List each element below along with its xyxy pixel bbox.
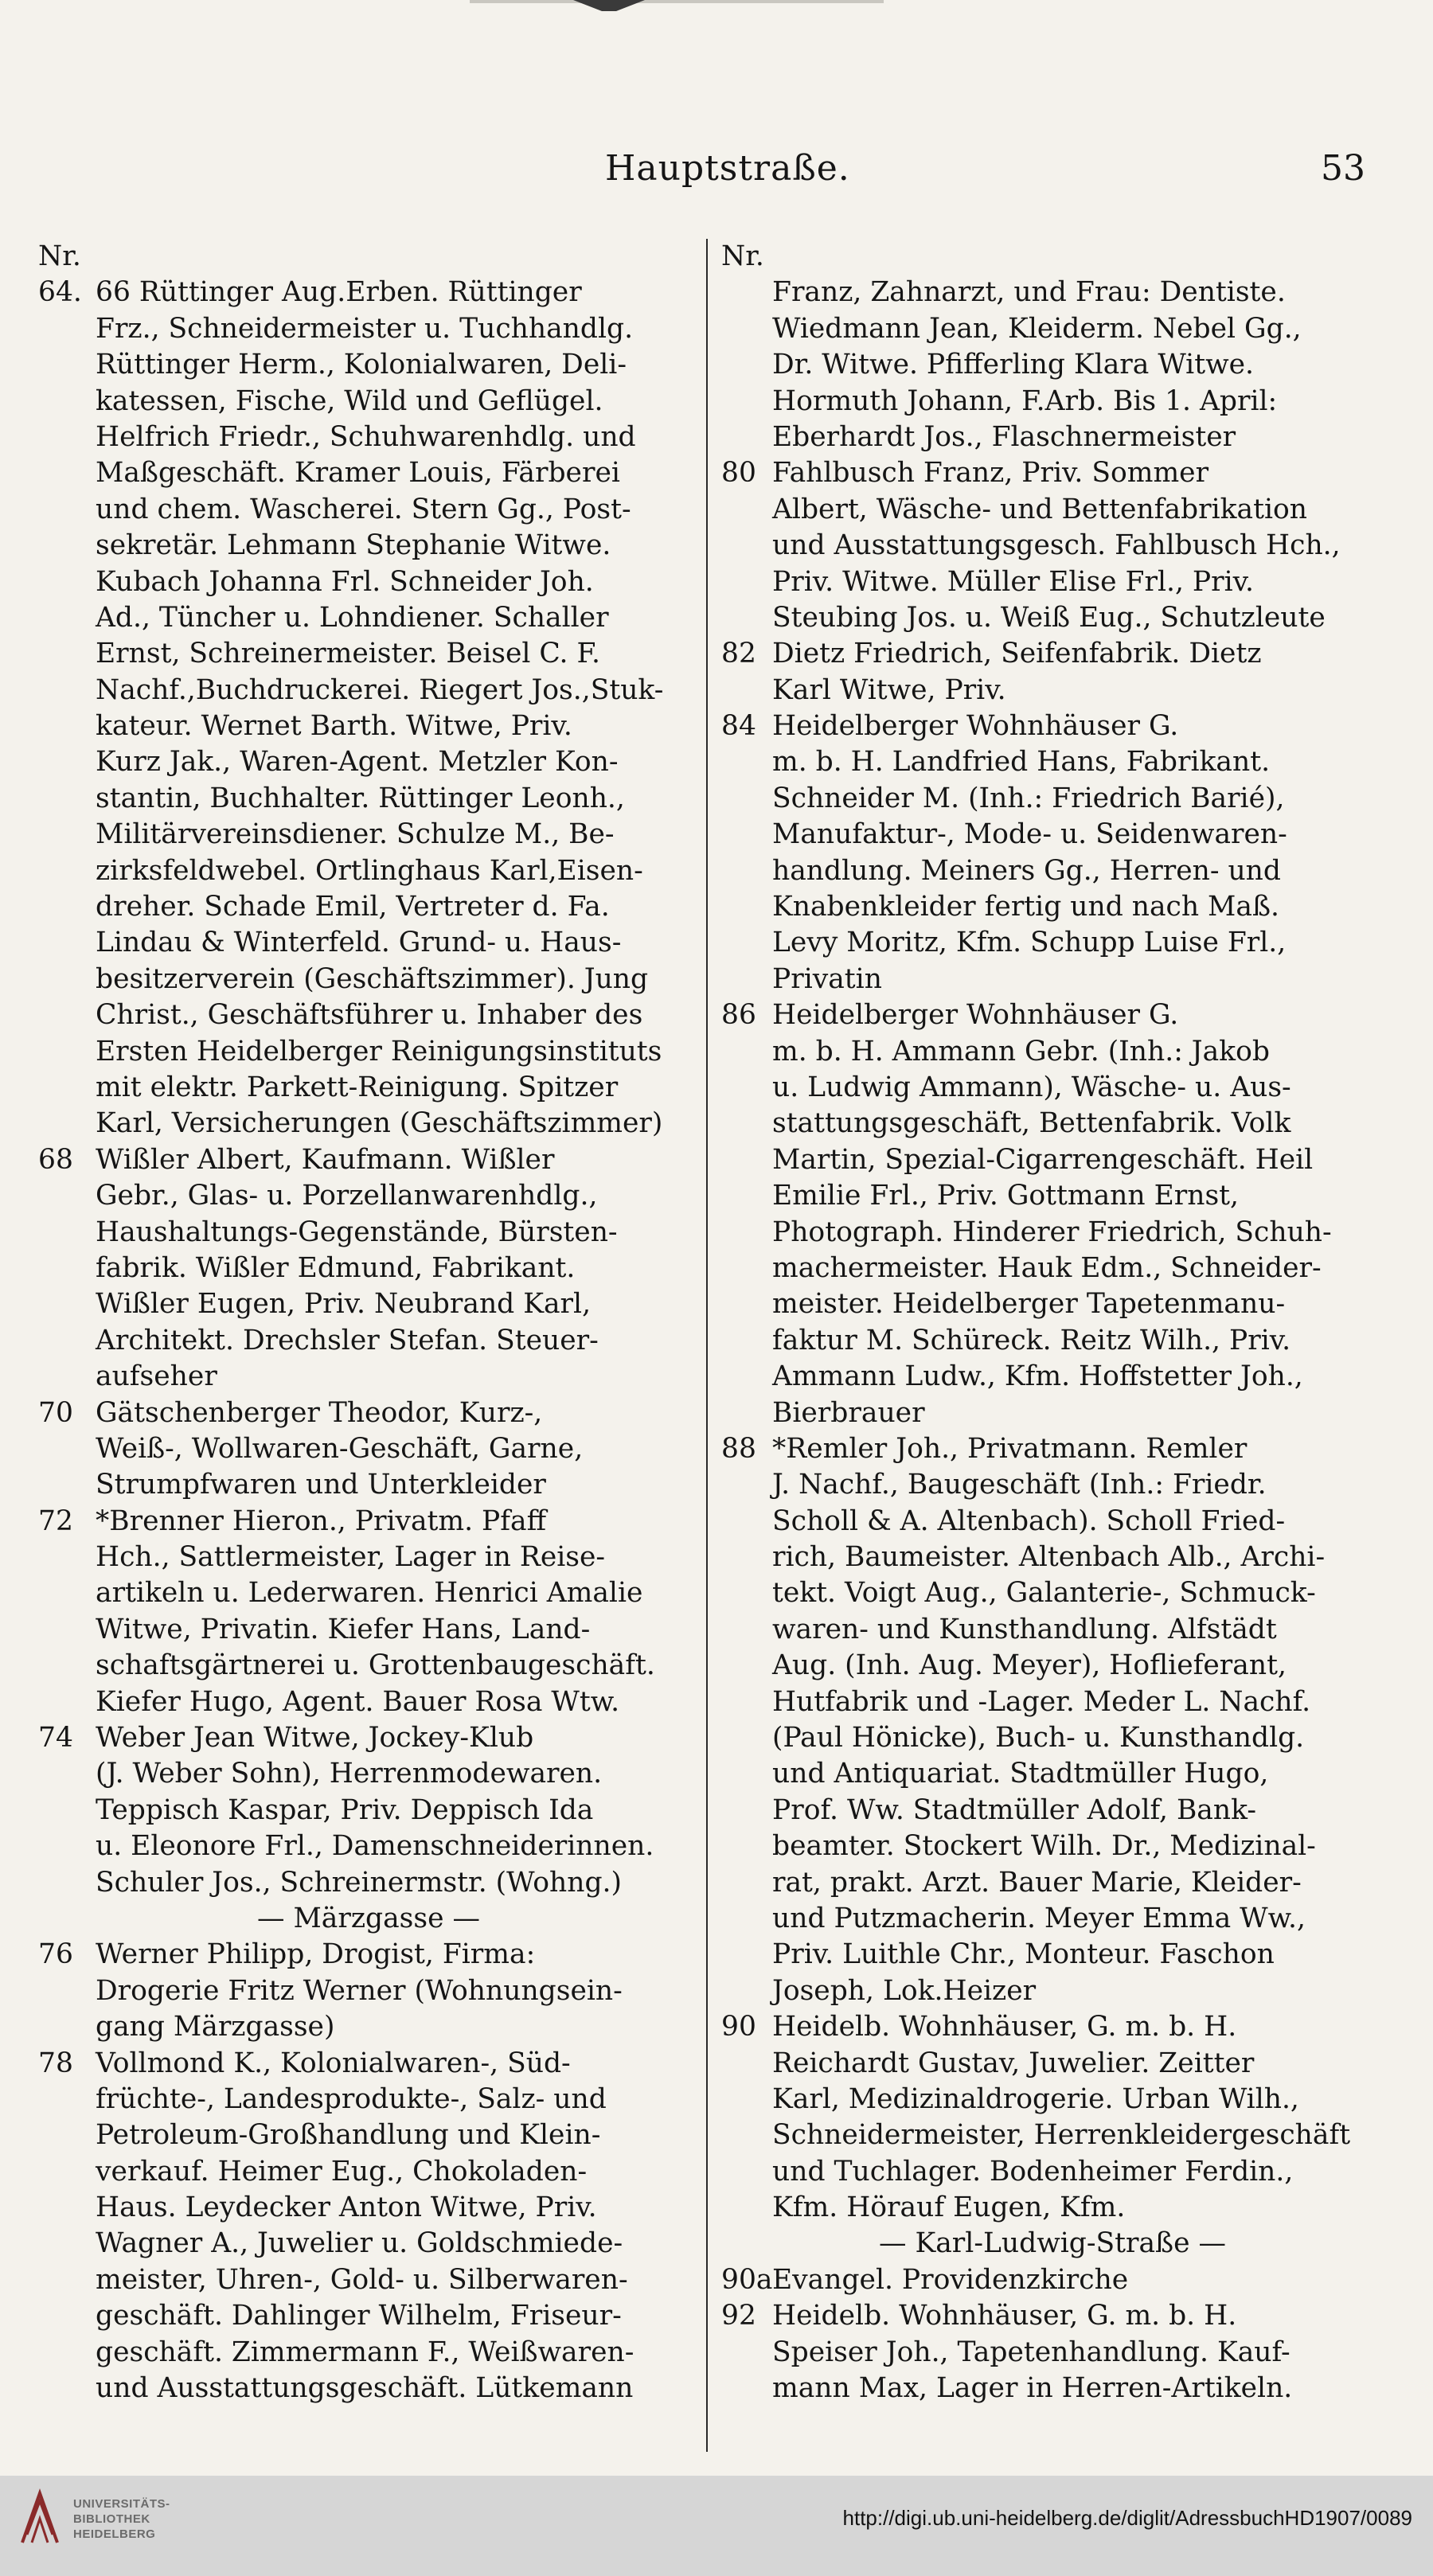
entry-line — [721, 1612, 1384, 1648]
entry-line — [721, 1720, 1384, 1756]
entry-text: tekt. Voigt Aug., Galanterie-, Schmuck- — [772, 1577, 1316, 1610]
entry-line — [721, 1937, 1384, 1973]
entry-text: Ersten Heidelberger Reinigungsinstituts — [96, 1035, 662, 1067]
page-header — [0, 148, 1433, 204]
nr-heading-line — [38, 239, 699, 275]
entry-text: Werner Philipp, Drogist, Firma: — [96, 1938, 536, 1971]
entry-text: Ad., Tüncher u. Lohndiener. Schaller — [96, 601, 609, 634]
entry-line-house-74 — [38, 1720, 699, 1756]
entry-line — [721, 2082, 1384, 2117]
entry-line — [38, 1901, 699, 1937]
cross-street-label: — Karl-Ludwig-Straße — — [878, 2227, 1226, 2260]
entry-line — [721, 1756, 1384, 1792]
entry-line — [38, 817, 699, 853]
entry-text: Strumpfwaren und Unterkleider — [96, 1469, 546, 1501]
entry-line — [721, 1070, 1384, 1106]
house-number: 72 — [38, 1505, 73, 1537]
entry-line — [721, 528, 1384, 564]
entry-line — [38, 1467, 699, 1503]
entry-text: Heidelberger Wohnhäuser G. — [772, 999, 1179, 1032]
entry-text: Weiß-, Wollwaren-Geschäft, Garne, — [96, 1432, 584, 1465]
house-number: 70 — [38, 1396, 73, 1429]
entry-line — [721, 564, 1384, 600]
entry-line — [38, 2117, 699, 2153]
house-number: 64. — [38, 276, 82, 309]
entry-line — [38, 2262, 699, 2298]
entry-line — [721, 1540, 1384, 1575]
house-number: 84 — [721, 710, 756, 743]
entry-line — [38, 492, 699, 528]
entry-text: Hutfabrik und -Lager. Meder L. Nachf. — [772, 1685, 1311, 1718]
entry-line — [721, 889, 1384, 925]
entry-line — [38, 636, 699, 672]
page-number: 53 — [1321, 148, 1365, 189]
entry-line — [721, 744, 1384, 780]
entry-text: mit elektr. Parkett-Reinigung. Spitzer — [96, 1071, 619, 1103]
entry-line — [721, 1467, 1384, 1503]
entry-line — [38, 1215, 699, 1251]
entry-line — [721, 2154, 1384, 2190]
entry-line — [721, 1215, 1384, 1251]
entry-text: Franz, Zahnarzt, und Frau: Dentiste. — [772, 276, 1286, 309]
house-number: 90 — [721, 2011, 756, 2043]
entry-text: geschäft. Dahlinger Wilhelm, Friseur- — [96, 2300, 622, 2332]
entry-line — [721, 781, 1384, 817]
entry-text: Manufaktur-, Mode- u. Seidenwaren- — [772, 818, 1287, 851]
entry-line — [721, 600, 1384, 636]
source-url-link[interactable]: http://digi.ub.uni-heidelberg.de/diglit/AdressbuchHD1907/0089 — [842, 2506, 1412, 2530]
entry-text: Wißler Albert, Kaufmann. Wißler — [96, 1143, 555, 1176]
entry-line — [38, 2009, 699, 2045]
entry-line — [38, 673, 699, 708]
entry-text: Teppisch Kaspar, Priv. Deppisch Ida — [96, 1793, 594, 1826]
entry-text: und Putzmacherin. Meyer Emma Ww., — [772, 1902, 1306, 1934]
entry-text: Heidelberger Wohnhäuser G. — [772, 710, 1179, 743]
entry-line — [721, 1865, 1384, 1901]
entry-text: Architekt. Drechsler Stefan. Steuer- — [96, 1324, 599, 1356]
entry-line — [721, 925, 1384, 961]
entry-text: stantin, Buchhalter. Rüttinger Leonh., — [96, 782, 625, 814]
entry-text: und Ausstattungsgeschäft. Lütkemann — [96, 2372, 634, 2405]
entry-line — [38, 2190, 699, 2226]
entry-text: (J. Weber Sohn), Herrenmodewaren. — [96, 1758, 603, 1790]
house-number: 76 — [38, 1938, 73, 1971]
entry-text: Wißler Eugen, Priv. Neubrand Karl, — [96, 1288, 592, 1321]
entry-line — [38, 708, 699, 744]
entry-text: Ammann Ludw., Kfm. Hoffstetter Joh., — [772, 1360, 1303, 1393]
nr-heading-line — [721, 239, 1384, 275]
entry-text: beamter. Stockert Wilh. Dr., Medizinal- — [772, 1830, 1316, 1863]
entry-text: zirksfeldwebel. Ortlinghaus Karl,Eisen- — [96, 854, 643, 887]
entry-text: Bierbrauer — [772, 1396, 925, 1429]
entry-text: Ernst, Schreinermeister. Beisel C. F. — [96, 638, 600, 670]
entry-text: *Brenner Hieron., Privatm. Pfaff — [96, 1505, 547, 1537]
entry-line-house-68 — [38, 1142, 699, 1178]
entry-line — [38, 1612, 699, 1648]
entry-text: m. b. H. Landfried Hans, Fabrikant. — [772, 746, 1271, 779]
entry-text: 66 Rüttinger Aug.Erben. Rüttinger — [96, 276, 582, 309]
house-number: 86 — [721, 999, 756, 1032]
entry-text: Hormuth Johann, F.Arb. Bis 1. April: — [772, 384, 1278, 417]
left-column — [38, 239, 699, 2406]
entry-text: Drogerie Fritz Werner (Wohnungsein- — [96, 1974, 623, 2007]
entry-line — [38, 1684, 699, 1720]
entry-line — [38, 1178, 699, 1214]
entry-text: rat, prakt. Arzt. Bauer Marie, Kleider- — [772, 1866, 1302, 1899]
house-number: 90a — [721, 2263, 773, 2296]
entry-line-house-90a — [721, 2262, 1384, 2298]
entry-line-house-78 — [38, 2046, 699, 2082]
entry-line — [721, 311, 1384, 347]
cross-street-label: — Märzgasse — — [257, 1902, 480, 1934]
entry-text: und Tuchlager. Bodenheimer Ferdin., — [772, 2155, 1294, 2188]
entry-text: Lindau & Winterfeld. Grund- u. Haus- — [96, 927, 622, 959]
entry-text: Heidelb. Wohnhäuser, G. m. b. H. — [772, 2011, 1237, 2043]
entry-text: Emilie Frl., Priv. Gottmann Ernst, — [772, 1180, 1239, 1212]
entry-text: und chem. Wascherei. Stern Gg., Post- — [96, 493, 631, 525]
entry-line — [38, 564, 699, 600]
entry-line — [38, 744, 699, 780]
logo-line-1: UNIVERSITÄTS- — [73, 2497, 170, 2511]
entry-line — [721, 1395, 1384, 1431]
entry-text: Hch., Sattlermeister, Lager in Reise- — [96, 1541, 606, 1574]
entry-line — [38, 528, 699, 564]
entry-text: Wagner A., Juwelier u. Goldschmiede- — [96, 2227, 623, 2260]
entry-line — [721, 2190, 1384, 2226]
entry-text: Haus. Leydecker Anton Witwe, Priv. — [96, 2192, 597, 2224]
entry-text: *Remler Joh., Privatmann. Remler — [772, 1432, 1248, 1465]
nr-label: Nr. — [38, 240, 81, 272]
entry-text: Witwe, Privatin. Kiefer Hans, Land- — [96, 1613, 591, 1645]
entry-text: waren- und Kunsthandlung. Alfstädt — [772, 1613, 1277, 1645]
entry-text: Nachf.,Buchdruckerei. Riegert Jos.,Stuk- — [96, 673, 664, 706]
entry-text: geschäft. Zimmermann F., Weißwaren- — [96, 2336, 635, 2368]
entry-text: stattungsgeschäft, Bettenfabrik. Volk — [772, 1107, 1291, 1140]
entry-line — [38, 1575, 699, 1611]
entry-line — [721, 2371, 1384, 2406]
entry-text: Karl, Versicherungen (Geschäftszimmer) — [96, 1107, 663, 1140]
library-footer — [0, 2476, 1433, 2576]
entry-line — [38, 1251, 699, 1286]
entry-line — [721, 853, 1384, 889]
entry-text: Haushaltungs-Gegenstände, Bürsten- — [96, 1216, 618, 1248]
entry-line — [721, 492, 1384, 528]
entry-line — [38, 1756, 699, 1792]
entry-text: Schneider M. (Inh.: Friedrich Barié), — [772, 782, 1285, 814]
house-number: 78 — [38, 2047, 73, 2079]
entry-text: Martin, Spezial-Cigarrengeschäft. Heil — [772, 1143, 1314, 1176]
entry-text: Fahlbusch Franz, Priv. Sommer — [772, 457, 1209, 490]
entry-text: sekretär. Lehmann Stephanie Witwe. — [96, 529, 611, 562]
entry-text: Reichardt Gustav, Juwelier. Zeitter — [772, 2047, 1255, 2079]
entry-text: Speiser Joh., Tapetenhandlung. Kauf- — [772, 2336, 1290, 2368]
entry-text: Heidelb. Wohnhäuser, G. m. b. H. — [772, 2300, 1237, 2332]
entry-line — [721, 1359, 1384, 1395]
entry-text: verkauf. Heimer Eug., Chokoladen- — [96, 2155, 588, 2188]
entry-line — [38, 420, 699, 455]
entry-line — [721, 1106, 1384, 1142]
entry-text: Rüttinger Herm., Kolonialwaren, Deli- — [96, 349, 627, 381]
entry-text: fabrik. Wißler Edmund, Fabrikant. — [96, 1251, 576, 1284]
entry-line — [721, 2226, 1384, 2262]
entry-text: Priv. Luithle Chr., Monteur. Faschon — [772, 1938, 1275, 1971]
entry-line — [721, 1142, 1384, 1178]
entry-text: früchte-, Landesprodukte-, Salz- und — [96, 2082, 607, 2115]
entry-line-house-80 — [721, 455, 1384, 491]
entry-line — [38, 1034, 699, 1070]
entry-text: Maßgeschäft. Kramer Louis, Färberei — [96, 457, 620, 490]
entry-line — [721, 2117, 1384, 2153]
entry-text: Privatin — [772, 962, 882, 995]
entry-line — [38, 2154, 699, 2190]
entry-text: m. b. H. Ammann Gebr. (Inh.: Jakob — [772, 1035, 1270, 1067]
entry-line — [721, 1793, 1384, 1829]
entry-text: Christ., Geschäftsführer u. Inhaber des — [96, 999, 643, 1032]
entry-line — [38, 1431, 699, 1467]
entry-line — [721, 2046, 1384, 2082]
right-column — [721, 239, 1384, 2406]
entry-line — [721, 1829, 1384, 1864]
entry-line-house-76 — [38, 1937, 699, 1973]
entry-line — [38, 1540, 699, 1575]
entry-text: katessen, Fische, Wild und Geflügel. — [96, 384, 603, 417]
entry-text: J. Nachf., Baugeschäft (Inh.: Friedr. — [772, 1469, 1267, 1501]
entry-text: faktur M. Schüreck. Reitz Wilh., Priv. — [772, 1324, 1291, 1356]
entry-line — [38, 781, 699, 817]
house-number: 74 — [38, 1722, 73, 1754]
entry-line — [38, 1106, 699, 1142]
entry-line — [38, 925, 699, 961]
entry-text: u. Ludwig Ammann), Wäsche- u. Aus- — [772, 1071, 1291, 1103]
library-logo-icon — [16, 2487, 64, 2551]
entry-line — [38, 2082, 699, 2117]
entry-line — [721, 420, 1384, 455]
entry-line-house-70 — [38, 1395, 699, 1431]
house-number: 92 — [721, 2300, 756, 2332]
house-number: 68 — [38, 1143, 73, 1176]
entry-line-house-72 — [38, 1504, 699, 1540]
entry-text: Schneidermeister, Herrenkleidergeschäft — [772, 2119, 1351, 2152]
entry-text: Helfrich Friedr., Schuhwarenhdlg. und — [96, 420, 636, 453]
column-divider — [706, 239, 708, 2452]
entry-line — [721, 1648, 1384, 1684]
entry-line — [721, 673, 1384, 708]
entry-text: Gebr., Glas- u. Porzellanwarenhdlg., — [96, 1180, 598, 1212]
entry-text: Eberhardt Jos., Flaschnermeister — [772, 420, 1236, 453]
entry-text: Photograph. Hinderer Friedrich, Schuh- — [772, 1216, 1332, 1248]
entry-line — [721, 1684, 1384, 1720]
entry-line — [38, 384, 699, 420]
entry-text: Karl Witwe, Priv. — [772, 673, 1006, 706]
entry-text: Schuler Jos., Schreinermstr. (Wohng.) — [96, 1866, 622, 1899]
entry-text: Frz., Schneidermeister u. Tuchhandlg. — [96, 312, 634, 345]
entry-line — [38, 997, 699, 1033]
entry-text: Gätschenberger Theodor, Kurz-, — [96, 1396, 543, 1429]
entry-line-house-90 — [721, 2009, 1384, 2045]
entry-line — [38, 853, 699, 889]
entry-text: Evangel. Providenzkirche — [772, 2263, 1129, 2296]
entry-line — [38, 1286, 699, 1322]
scan-top-edge — [470, 0, 884, 3]
entry-text: und Ausstattungsgesch. Fahlbusch Hch., — [772, 529, 1341, 562]
entry-text: u. Eleonore Frl., Damenschneiderinnen. — [96, 1830, 654, 1863]
entry-line — [721, 962, 1384, 997]
entry-text: handlung. Meiners Gg., Herren- und — [772, 854, 1281, 887]
entry-text: Joseph, Lok.Heizer — [772, 1974, 1037, 2007]
entry-text: Levy Moritz, Kfm. Schupp Luise Frl., — [772, 927, 1287, 959]
entry-line — [38, 2298, 699, 2334]
entry-text: Steubing Jos. u. Weiß Eug., Schutzleute — [772, 601, 1326, 634]
entry-text: dreher. Schade Emil, Vertreter d. Fa. — [96, 891, 610, 923]
running-head: Hauptstraße. — [605, 148, 850, 189]
entry-line — [721, 1504, 1384, 1540]
scan-clip-mark — [573, 0, 645, 11]
entry-text: meister. Heidelberger Tapetenmanu- — [772, 1288, 1286, 1321]
entry-text: Scholl & A. Altenbach). Scholl Fried- — [772, 1505, 1286, 1537]
entry-line — [38, 311, 699, 347]
entry-line — [721, 384, 1384, 420]
entry-line — [721, 1575, 1384, 1611]
entry-line — [721, 1323, 1384, 1359]
entry-line-house-92 — [721, 2298, 1384, 2334]
entry-text: Wiedmann Jean, Kleiderm. Nebel Gg., — [772, 312, 1302, 345]
entry-text: Dr. Witwe. Pfifferling Klara Witwe. — [772, 349, 1254, 381]
logo-line-2: BIBLIOTHEK — [73, 2512, 150, 2526]
entry-text: besitzerverein (Geschäftszimmer). Jung — [96, 962, 649, 995]
entry-text: Weber Jean Witwe, Jockey-Klub — [96, 1722, 534, 1754]
entry-line-house-86 — [721, 997, 1384, 1033]
entry-line — [721, 1034, 1384, 1070]
entry-line — [38, 1323, 699, 1359]
entry-text: machermeister. Hauk Edm., Schneider- — [772, 1251, 1322, 1284]
entry-text: kateur. Wernet Barth. Witwe, Priv. — [96, 710, 572, 743]
entry-line-house-84 — [721, 708, 1384, 744]
entry-line-house-64. — [38, 275, 699, 310]
entry-line-house-82 — [721, 636, 1384, 672]
entry-line — [38, 1865, 699, 1901]
entry-line — [38, 889, 699, 925]
entry-line — [38, 2335, 699, 2371]
entry-text: aufseher — [96, 1360, 217, 1393]
entry-line — [38, 455, 699, 491]
house-number: 80 — [721, 457, 756, 490]
entry-line — [38, 1359, 699, 1395]
entry-text: Priv. Witwe. Müller Elise Frl., Priv. — [772, 565, 1254, 598]
entry-text: Petroleum-Großhandlung und Klein- — [96, 2119, 601, 2152]
entry-line — [38, 1648, 699, 1684]
entry-text: artikeln u. Lederwaren. Henrici Amalie — [96, 1577, 643, 1610]
logo-line-3: HEIDELBERG — [73, 2527, 156, 2541]
entry-text: Militärvereinsdiener. Schulze M., Be- — [96, 818, 615, 851]
entry-line — [38, 2371, 699, 2406]
entry-text: Prof. Ww. Stadtmüller Adolf, Bank- — [772, 1793, 1257, 1826]
entry-line — [721, 275, 1384, 310]
entry-line — [721, 1251, 1384, 1286]
entry-text: Kurz Jak., Waren-Agent. Metzler Kon- — [96, 746, 619, 779]
entry-text: und Antiquariat. Stadtmüller Hugo, — [772, 1758, 1269, 1790]
entry-text: Dietz Friedrich, Seifenfabrik. Dietz — [772, 638, 1262, 670]
entry-line — [721, 2335, 1384, 2371]
entry-line — [38, 2226, 699, 2262]
entry-line — [38, 1070, 699, 1106]
entry-line — [721, 817, 1384, 853]
entry-text: rich, Baumeister. Altenbach Alb., Archi- — [772, 1541, 1326, 1574]
entry-text: (Paul Hönicke), Buch- u. Kunsthandlg. — [772, 1722, 1305, 1754]
entry-line — [38, 1793, 699, 1829]
house-number: 82 — [721, 638, 756, 670]
entry-text: Aug. (Inh. Aug. Meyer), Hoflieferant, — [772, 1649, 1287, 1682]
entry-line — [38, 1829, 699, 1864]
house-number: 88 — [721, 1432, 756, 1465]
entry-line — [721, 1901, 1384, 1937]
entry-text: Kfm. Hörauf Eugen, Kfm. — [772, 2192, 1126, 2224]
entry-text: mann Max, Lager in Herren-Artikeln. — [772, 2372, 1293, 2405]
entry-line — [721, 1973, 1384, 2009]
entry-text: Kubach Johanna Frl. Schneider Joh. — [96, 565, 594, 598]
entry-line — [721, 1178, 1384, 1214]
entry-text: Albert, Wäsche- und Bettenfabrikation — [772, 493, 1307, 525]
entry-text: meister, Uhren-, Gold- u. Silberwaren- — [96, 2263, 628, 2296]
entry-line — [721, 347, 1384, 383]
entry-text: Kiefer Hugo, Agent. Bauer Rosa Wtw. — [96, 1685, 620, 1718]
entry-text: Karl, Medizinaldrogerie. Urban Wilh., — [772, 2082, 1299, 2115]
entry-text: Knabenkleider fertig und nach Maß. — [772, 891, 1279, 923]
entry-text: Vollmond K., Kolonialwaren-, Süd- — [96, 2047, 571, 2079]
entry-line — [38, 962, 699, 997]
entry-line-house-88 — [721, 1431, 1384, 1467]
entry-line — [38, 347, 699, 383]
entry-line — [38, 1973, 699, 2009]
nr-label: Nr. — [721, 240, 764, 272]
entry-line — [721, 1286, 1384, 1322]
entry-text: schaftsgärtnerei u. Grottenbaugeschäft. — [96, 1649, 655, 1682]
entry-text: gang Märzgasse) — [96, 2011, 335, 2043]
entry-line — [38, 600, 699, 636]
library-logo-text — [73, 2496, 170, 2542]
